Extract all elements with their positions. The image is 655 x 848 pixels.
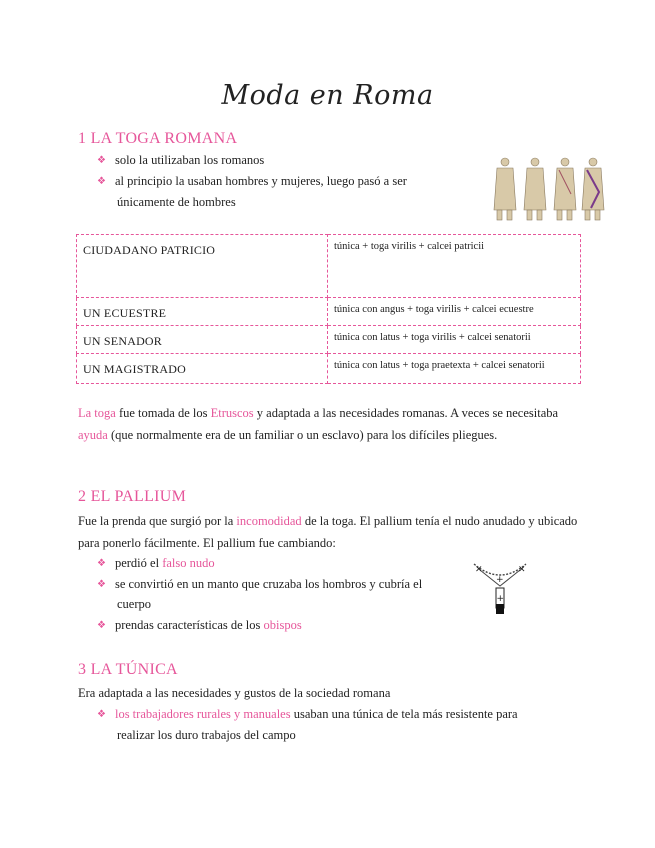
list-item: ❖ se convirtió en un manto que cruzaba los hombros y cubría el — [97, 577, 423, 591]
list-item: ❖ perdió el falso nudo — [97, 556, 215, 570]
svg-text:+: + — [496, 575, 504, 585]
table-row: UN MAGISTRADO túnica con latus + toga praetexta + calcei senatorii — [77, 354, 581, 384]
section-heading-pallium: 2 EL PALLIUM — [78, 488, 187, 505]
pallium-paragraph: Fue la prenda que surgió por la incomodidad de la toga. El pallium tenía el nudo anudado y ubicado para ponerlo fácilmente. El pallium fue cambiando: — [78, 514, 578, 550]
section-heading-tunica: 3 LA TÚNICA — [78, 661, 178, 678]
list-item: ❖ solo la utilizaban los romanos — [97, 153, 265, 167]
diamond-bullet-icon: ❖ — [97, 176, 106, 187]
pallium-illustration — [470, 558, 532, 620]
list-item: ❖ prendas características de los obispos — [97, 618, 302, 632]
table-row: UN SENADOR túnica con latus + toga virilis + calcei senatorii — [77, 326, 581, 354]
diamond-bullet-icon: ❖ — [97, 558, 106, 569]
diamond-bullet-icon: ❖ — [97, 155, 106, 166]
list-item: ❖ al principio la usaban hombres y mujeres, luego pasó a ser — [97, 174, 407, 188]
diamond-bullet-icon: ❖ — [97, 579, 106, 590]
diamond-bullet-icon: ❖ — [97, 709, 106, 720]
table-row: UN ECUESTRE túnica con angus + toga virilis + calcei ecuestre — [77, 298, 581, 326]
list-item-continuation: únicamente de hombres — [117, 195, 236, 209]
diamond-bullet-icon: ❖ — [97, 620, 106, 631]
list-item-continuation: cuerpo — [117, 597, 152, 611]
section-heading-toga: 1 LA TOGA ROMANA — [78, 130, 238, 147]
svg-text:+: + — [496, 594, 505, 604]
svg-text:✕: ✕ — [518, 565, 526, 575]
toga-paragraph: La toga fue tomada de los Etruscos y adaptada a las necesidades romanas. A veces se necesitaba ayuda (que normalmente era de un familiar o un esclavo) para los difíciles pliegues. — [78, 406, 559, 442]
table-row: CIUDADANO PATRICIO túnica + toga virilis + calcei patricii — [77, 235, 581, 298]
togas-illustration — [485, 150, 610, 225]
toga-table — [76, 234, 581, 384]
svg-text:✕: ✕ — [475, 565, 483, 575]
page-title: Moda en Roma — [221, 80, 434, 111]
list-item-continuation: realizar los duro trabajos del campo — [117, 728, 296, 742]
tunica-paragraph: Era adaptada a las necesidades y gustos de la sociedad romana — [78, 686, 391, 700]
list-item: ❖ los trabajadores rurales y manuales usaban una túnica de tela más resistente para — [97, 707, 518, 721]
